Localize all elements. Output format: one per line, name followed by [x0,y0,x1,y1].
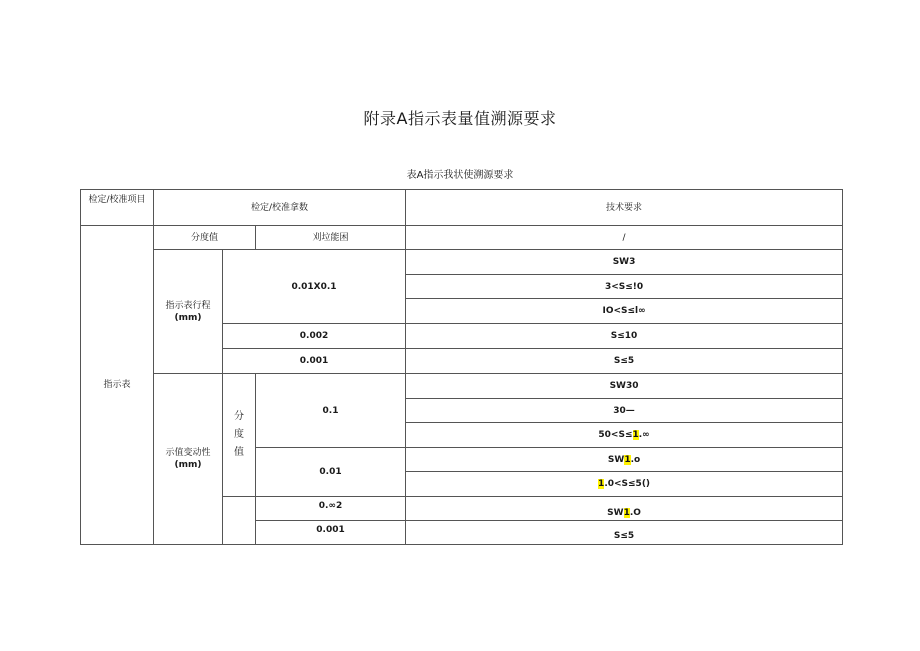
range-cell: S≤10 [406,324,843,349]
range-cell [406,423,843,448]
range-cell [406,497,843,521]
range-text: SW [607,454,625,465]
group1-label-cell [154,250,223,374]
highlight: 1 [623,508,630,518]
range-cell: SW30 [406,374,843,399]
division-cell: 0.002 [223,324,406,349]
subheader-division: 分度值 [154,226,256,250]
group2-label: 示值变动性 [165,448,211,458]
range-cell: SW3 [406,250,843,275]
division-cell: 0.01 [256,448,406,497]
range-cell: 3<S≤!0 [406,275,843,299]
range-cell [406,472,843,497]
range-cell [406,448,843,472]
range-cell: S≤5 [406,349,843,374]
table-caption: 表A指示我状使溯源要求 [406,170,514,181]
range-text: .O [629,508,641,518]
division-cell: 0.∞2 [256,497,406,521]
highlight: 1 [598,479,605,489]
range-cell: 30— [406,399,843,423]
division-cell: 0.1 [256,374,406,448]
header-params: 检定/校准拿数 [154,190,406,226]
division-cell: 0.001 [223,349,406,374]
group2-label-cell [154,374,223,545]
range-text: .∞ [638,430,650,440]
traceability-table [80,189,843,545]
table-row [81,374,843,399]
table-header-row [81,190,843,226]
range-text: .o [630,454,641,465]
subheader-tech: / [406,226,843,250]
group1-unit: (mm) [174,312,202,323]
vertical-label-cont [223,497,256,545]
header-tech: 技术要求 [406,190,843,226]
range-text: .0<S≤5() [604,479,651,489]
range-text: 50<S≤ [598,430,633,440]
division-cell: 0.01X0.1 [223,250,406,324]
vertical-division-label: 分度值 [234,411,244,458]
vertical-label-cell [223,374,256,497]
range-cell: S≤5 [406,521,843,545]
group2-unit: (mm) [174,460,202,470]
group1-label: 指示表行程 [165,300,211,311]
subheader-range: 刈垃能困 [256,226,406,250]
document-title: 附录A指示表量值溯源要求 [363,109,557,128]
header-item: 检定/校准项目 [81,190,154,226]
division-cell: 0.001 [256,521,406,545]
range-text: SW [607,508,624,518]
range-cell: IO<S≤l∞ [406,299,843,324]
table-subheader-row [81,226,843,250]
highlight: 1 [624,454,631,465]
main-item-cell: 指示表 [81,226,154,545]
highlight: 1 [632,430,639,440]
table-row [81,250,843,275]
